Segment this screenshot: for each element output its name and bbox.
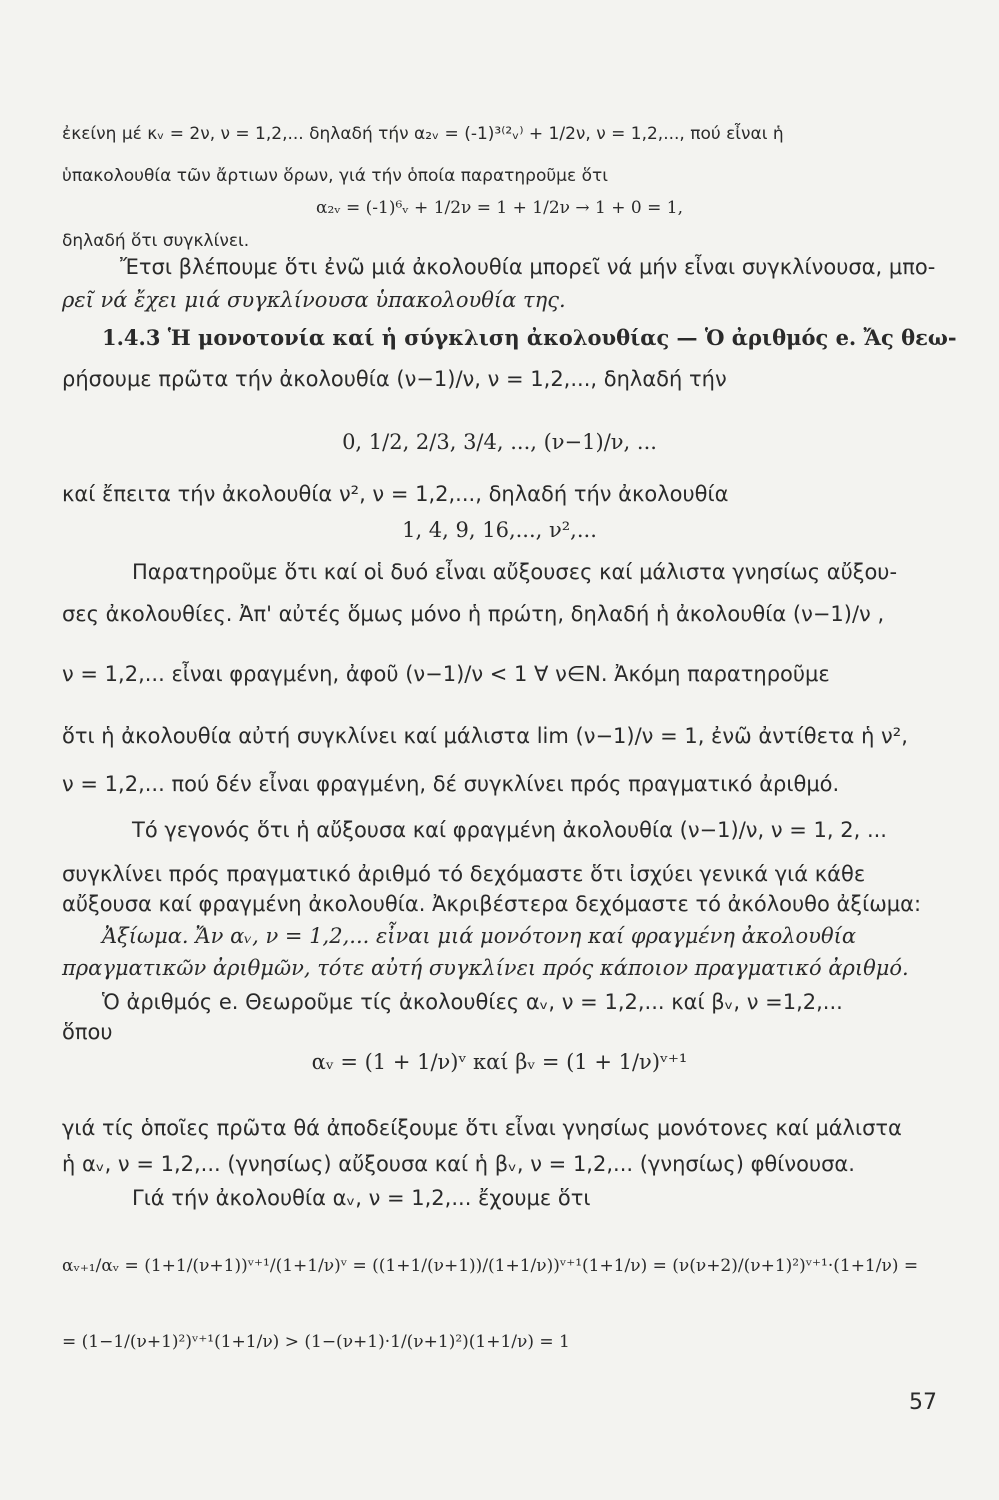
text-line-4: δηλαδή ὅτι συγκλίνει. <box>62 231 250 251</box>
equation-inequality: = (1−1/(ν+1)²)ᵛ⁺¹(1+1/ν) > (1−(ν+1)·1/(ν+1)²)(1+1/ν) = 1 <box>62 1332 570 1352</box>
page-number: 57 <box>909 1390 937 1415</box>
axiom-statement: Ἀξίωμα. Ἄν αᵥ, ν = 1,2,... εἶναι μιά μονότονη καί φραγμένη ἀκολουθία <box>102 924 857 948</box>
equation-a2v: α₂ᵥ = (-1)⁶ᵥ + 1/2ν = 1 + 1/2ν → 1 + 0 = 1, <box>315 198 684 218</box>
number-e-heading: Ὁ ἀριθμός e. Θεωροῦμε τίς ἀκολουθίες αᵥ, ν = 1,2,... καί βᵥ, ν =1,2,... <box>102 990 843 1014</box>
text-line-12: Παρατηροῦμε ὅτι καί οἱ δυό εἶναι αὔξουσες καί μάλιστα γνησίως αὔξου- <box>132 560 898 584</box>
text-line-27: Γιά τήν ἀκολουθία αᵥ, ν = 1,2,... ἔχουμε ὅτι <box>132 1186 591 1210</box>
equation-ratio: αᵥ₊₁/αᵥ = (1+1/(ν+1))ᵛ⁺¹/(1+1/ν)ᵛ = ((1+1/(ν+1))/(1+1/ν))ᵛ⁺¹(1+1/ν) = (ν(ν+2)/(ν+1)²)ᵛ⁺¹·(1+1/ν) = <box>62 1256 919 1276</box>
section-heading-1-4-3: 1.4.3 Ἡ μονοτονία καί ἡ σύγκλιση ἀκολουθίας — Ὁ ἀριθμός e. Ἄς θεω- <box>102 325 957 350</box>
text-line-10: καί ἔπειτα τήν ἀκολουθία ν², ν = 1,2,..., δηλαδή τήν ἀκολουθία <box>62 482 729 506</box>
text-line-6: ρεῖ νά ἔχει μιά συγκλίνουσα ὑπακολουθία της. <box>62 288 566 312</box>
text-line-26: ἡ αᵥ, ν = 1,2,... (γνησίως) αὔξουσα καί ἡ βᵥ, ν = 1,2,... (γνησίως) φθίνουσα. <box>62 1152 855 1176</box>
text-line-15: ὅτι ἡ ἀκολουθία αὐτή συγκλίνει καί μάλιστα lim (ν−1)/ν = 1, ἐνῶ ἀντίθετα ἡ ν², <box>62 724 908 748</box>
text-line-16: ν = 1,2,... πού δέν εἶναι φραγμένη, δέ συγκλίνει πρός πραγματικό ἀριθμό. <box>62 772 840 796</box>
text-line-8: ρήσουμε πρῶτα τήν ἀκολουθία (ν−1)/ν, ν = 1,2,..., δηλαδή τήν <box>62 367 727 391</box>
text-line-14: ν = 1,2,... εἶναι φραγμένη, ἀφοῦ (ν−1)/ν < 1 ∀ ν∈N. Ἀκόμη παρατηροῦμε <box>62 662 830 686</box>
text-line-13: σες ἀκολουθίες. Ἀπ' αὐτές ὅμως μόνο ἡ πρώτη, δηλαδή ἡ ἀκολουθία (ν−1)/ν , <box>62 602 885 626</box>
text-line-2: ὑπακολουθία τῶν ἄρτιων ὅρων, γιά τήν ὁποία παρατηροῦμε ὅτι <box>62 166 608 186</box>
text-line-5: Ἔτσι βλέπουμε ὅτι ἐνῶ μιά ἀκολουθία μπορεῖ νά μήν εἶναι συγκλίνουσα, μπο- <box>120 255 936 279</box>
text-line-1: ἐκείνη μέ κᵥ = 2ν, ν = 1,2,... δηλαδή τήν α₂ᵥ = (-1)³⁽²ᵥ⁾ + 1/2ν, ν = 1,2,..., πού εἶναι ἡ <box>62 124 784 144</box>
sequence-fractions: 0, 1/2, 2/3, 3/4, ..., (ν−1)/ν, ... <box>342 430 657 454</box>
text-line-17: Τό γεγονός ὅτι ἡ αὔξουσα καί φραγμένη ἀκολουθία (ν−1)/ν, ν = 1, 2, ... <box>132 818 887 842</box>
axiom-statement-cont: πραγματικῶν ἀριθμῶν, τότε αὐτή συγκλίνει πρός κάποιον πραγματικό ἀριθμό. <box>62 956 909 980</box>
text-line-25: γιά τίς ὁποῖες πρῶτα θά ἀποδείξουμε ὅτι εἶναι γνησίως μονότονες καί μάλιστα <box>62 1116 902 1140</box>
text-line-18: συγκλίνει πρός πραγματικό ἀριθμό τό δεχόμαστε ὅτι ἰσχύει γενικά γιά κάθε <box>62 862 866 886</box>
text-line-23: ὅπου <box>62 1020 113 1044</box>
text-line-19: αὔξουσα καί φραγμένη ἀκολουθία. Ἀκριβέστερα δεχόμαστε τό ἀκόλουθο ἀξίωμα: <box>62 892 922 916</box>
sequence-squares: 1, 4, 9, 16,..., ν²,... <box>402 518 597 542</box>
equation-av-bv: αᵥ = (1 + 1/ν)ᵛ καί βᵥ = (1 + 1/ν)ᵛ⁺¹ <box>311 1050 688 1074</box>
